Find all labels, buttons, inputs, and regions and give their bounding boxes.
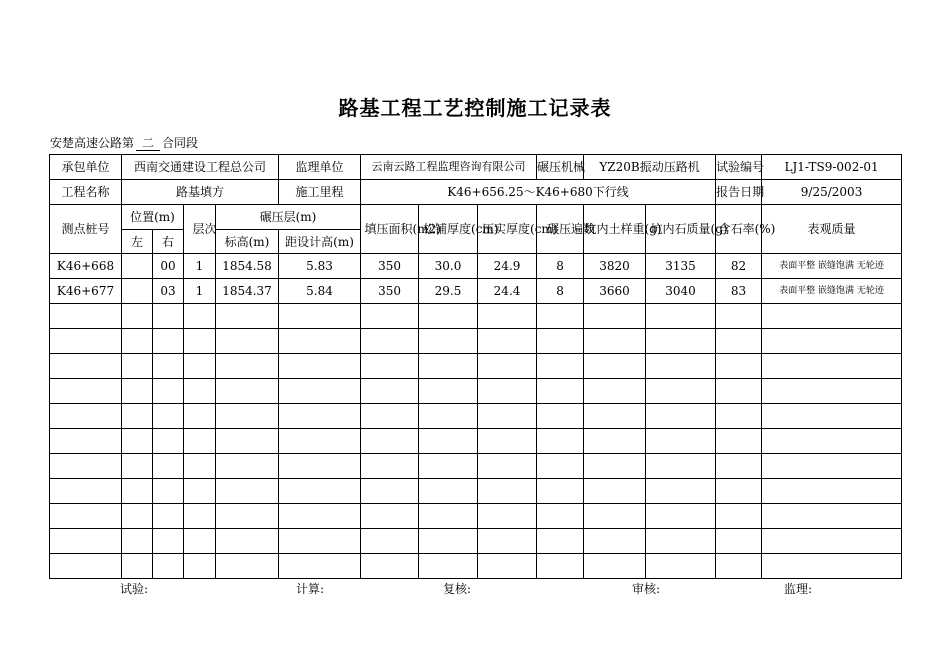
col-fill-area-text: 填压面积(m2): [364, 222, 441, 236]
roller-value: YZ20B振动压路机: [584, 155, 716, 180]
empty-cell: [122, 504, 153, 529]
cell-comp-thick: 24.4: [478, 279, 537, 304]
empty-cell: [419, 379, 478, 404]
empty-cell: [478, 404, 537, 429]
empty-cell: [419, 479, 478, 504]
cell-layer: 1: [184, 254, 216, 279]
empty-cell: [184, 429, 216, 454]
cell-left: [122, 254, 153, 279]
empty-cell: [153, 354, 184, 379]
subtitle-suffix: 合同段: [162, 136, 199, 150]
empty-cell: [50, 329, 122, 354]
empty-cell: [184, 529, 216, 554]
cell-design-dist: 5.84: [279, 279, 361, 304]
cell-fill-area: 350: [361, 254, 419, 279]
empty-cell: [216, 454, 279, 479]
empty-cell: [50, 554, 122, 579]
empty-cell: [184, 504, 216, 529]
empty-cell: [646, 554, 716, 579]
cell-stone-rate: 82: [716, 254, 762, 279]
empty-cell: [537, 404, 584, 429]
empty-cell: [646, 504, 716, 529]
empty-cell: [216, 404, 279, 429]
cell-right: 00: [153, 254, 184, 279]
empty-cell: [537, 554, 584, 579]
empty-cell: [50, 454, 122, 479]
col-fill-area: [361, 205, 441, 254]
empty-cell: [419, 429, 478, 454]
empty-cell: [537, 304, 584, 329]
empty-cell: [216, 329, 279, 354]
empty-cell: [478, 504, 537, 529]
footer-supervise: 监理:: [784, 582, 813, 596]
empty-cell: [279, 454, 361, 479]
empty-cell: [279, 379, 361, 404]
empty-cell: [216, 379, 279, 404]
empty-row: [50, 554, 902, 579]
cell-stone-weight: 3135: [646, 254, 716, 279]
empty-cell: [584, 429, 646, 454]
cell-comp-thick: 24.9: [478, 254, 537, 279]
empty-cell: [646, 404, 716, 429]
empty-cell: [716, 304, 762, 329]
section-number: 二: [136, 136, 160, 151]
empty-cell: [184, 379, 216, 404]
cell-loose-thick: 30.0: [419, 254, 478, 279]
col-comp-thick: [478, 205, 558, 254]
cell-loose-thick: 29.5: [419, 279, 478, 304]
empty-cell: [279, 329, 361, 354]
empty-cell: [153, 429, 184, 454]
project-name-label: 工程名称: [50, 180, 122, 205]
empty-cell: [716, 554, 762, 579]
col-stone-rate: [716, 205, 776, 254]
cell-design-dist: 5.83: [279, 254, 361, 279]
cell-station: K46+677: [50, 279, 122, 304]
empty-cell: [50, 404, 122, 429]
empty-cell: [184, 454, 216, 479]
empty-row: [50, 379, 902, 404]
col-design-dist: 距设计高(m): [279, 230, 361, 254]
empty-cell: [537, 504, 584, 529]
table-row: [50, 279, 902, 304]
footer-test: 试验:: [120, 582, 149, 596]
empty-cell: [646, 304, 716, 329]
empty-cell: [153, 504, 184, 529]
empty-cell: [478, 554, 537, 579]
empty-cell: [419, 529, 478, 554]
empty-cell: [762, 404, 902, 429]
mileage-label: 施工里程: [279, 180, 361, 205]
empty-cell: [537, 354, 584, 379]
roller-label: 碾压机械: [537, 155, 584, 180]
empty-cell: [153, 379, 184, 404]
empty-cell: [762, 454, 902, 479]
empty-cell: [361, 404, 419, 429]
empty-cell: [184, 479, 216, 504]
col-position: 位置(m): [122, 205, 184, 230]
empty-cell: [361, 304, 419, 329]
contract-section-line: [50, 134, 198, 151]
empty-cell: [478, 479, 537, 504]
empty-cell: [584, 454, 646, 479]
empty-cell: [762, 304, 902, 329]
table-row: [50, 254, 902, 279]
cell-surface: 表面平整 嵌缝饱满 无轮迹: [762, 279, 902, 304]
empty-cell: [122, 479, 153, 504]
empty-cell: [122, 304, 153, 329]
col-elevation: 标高(m): [216, 230, 279, 254]
empty-cell: [762, 504, 902, 529]
empty-cell: [478, 454, 537, 479]
subtitle-prefix: 安楚高速公路第: [50, 136, 135, 150]
empty-row: [50, 354, 902, 379]
empty-cell: [584, 404, 646, 429]
col-right: 右: [153, 230, 184, 254]
empty-cell: [216, 304, 279, 329]
empty-cell: [50, 529, 122, 554]
empty-cell: [361, 504, 419, 529]
empty-cell: [216, 479, 279, 504]
test-number-value: LJ1-TS9-002-01: [762, 155, 902, 180]
empty-cell: [646, 329, 716, 354]
empty-cell: [153, 454, 184, 479]
empty-cell: [646, 379, 716, 404]
cell-passes: 8: [537, 279, 584, 304]
empty-cell: [584, 479, 646, 504]
col-roll-layer: 碾压层(m): [216, 205, 361, 230]
cell-elevation: 1854.58: [216, 254, 279, 279]
col-loose-thick-text: 松铺厚度(cm): [423, 222, 499, 236]
empty-cell: [419, 354, 478, 379]
empty-cell: [646, 479, 716, 504]
empty-row: [50, 304, 902, 329]
empty-cell: [153, 529, 184, 554]
cell-stone-weight: 3040: [646, 279, 716, 304]
empty-cell: [361, 454, 419, 479]
col-station: 测点桩号: [50, 205, 122, 254]
empty-cell: [762, 379, 902, 404]
empty-cell: [762, 329, 902, 354]
column-header-row-1: [50, 205, 902, 230]
empty-cell: [716, 404, 762, 429]
empty-cell: [361, 379, 419, 404]
col-stone-rate-text: 含石率(%): [718, 222, 776, 236]
empty-cell: [537, 454, 584, 479]
empty-cell: [419, 304, 478, 329]
empty-cell: [478, 429, 537, 454]
header-row-2: [50, 180, 902, 205]
empty-cell: [537, 529, 584, 554]
empty-row: [50, 479, 902, 504]
empty-cell: [153, 404, 184, 429]
col-layer-text: 层次: [192, 221, 217, 236]
empty-cell: [184, 329, 216, 354]
empty-cell: [646, 454, 716, 479]
empty-cell: [279, 304, 361, 329]
cell-passes: 8: [537, 254, 584, 279]
empty-cell: [279, 354, 361, 379]
empty-cell: [122, 354, 153, 379]
col-left: 左: [122, 230, 153, 254]
contractor-label: 承包单位: [50, 155, 122, 180]
empty-cell: [361, 529, 419, 554]
empty-cell: [478, 304, 537, 329]
empty-cell: [584, 329, 646, 354]
empty-cell: [762, 354, 902, 379]
empty-cell: [361, 479, 419, 504]
empty-cell: [478, 329, 537, 354]
page-title: 路基工程工艺控制施工记录表: [338, 96, 612, 120]
empty-cell: [584, 354, 646, 379]
empty-cell: [153, 554, 184, 579]
empty-cell: [762, 529, 902, 554]
empty-cell: [537, 379, 584, 404]
empty-row: [50, 329, 902, 354]
empty-cell: [279, 529, 361, 554]
empty-cell: [419, 404, 478, 429]
empty-cell: [361, 554, 419, 579]
empty-cell: [584, 504, 646, 529]
empty-cell: [361, 329, 419, 354]
cell-right: 03: [153, 279, 184, 304]
cell-left: [122, 279, 153, 304]
contractor-value: 西南交通建设工程总公司: [122, 155, 279, 180]
col-passes-text: 碾压遍数: [547, 222, 596, 236]
mileage-value: K46+656.25～K46+680下行线: [361, 180, 716, 205]
empty-cell: [279, 554, 361, 579]
col-soil-weight-text: 坑内土样重(g): [584, 222, 662, 236]
empty-cell: [584, 379, 646, 404]
empty-cell: [584, 529, 646, 554]
test-number-label: 试验编号: [716, 155, 762, 180]
empty-cell: [184, 404, 216, 429]
empty-cell: [122, 379, 153, 404]
cell-fill-area: 350: [361, 279, 419, 304]
empty-cell: [279, 504, 361, 529]
empty-row: [50, 454, 902, 479]
empty-cell: [184, 354, 216, 379]
col-comp-thick-text: 压实厚度(cm): [482, 222, 558, 236]
empty-cell: [279, 404, 361, 429]
empty-cell: [361, 354, 419, 379]
cell-elevation: 1854.37: [216, 279, 279, 304]
empty-cell: [122, 554, 153, 579]
cell-surface: 表面平整 嵌缝饱满 无轮迹: [762, 254, 902, 279]
empty-cell: [646, 529, 716, 554]
empty-cell: [50, 479, 122, 504]
col-loose-thick: [419, 205, 499, 254]
header-row-1: [50, 155, 902, 180]
report-date-value: 9/25/2003: [762, 180, 902, 205]
empty-cell: [216, 554, 279, 579]
supervisor-value: 云南云路工程监理咨询有限公司: [361, 155, 537, 180]
empty-cell: [216, 354, 279, 379]
empty-cell: [716, 529, 762, 554]
empty-cell: [537, 329, 584, 354]
empty-row: [50, 429, 902, 454]
empty-cell: [716, 429, 762, 454]
record-table: [49, 154, 902, 579]
empty-cell: [50, 354, 122, 379]
empty-cell: [762, 479, 902, 504]
empty-cell: [537, 429, 584, 454]
empty-cell: [184, 304, 216, 329]
empty-cell: [122, 529, 153, 554]
empty-cell: [153, 329, 184, 354]
empty-cell: [716, 504, 762, 529]
empty-cell: [716, 329, 762, 354]
empty-cell: [716, 479, 762, 504]
empty-cell: [122, 429, 153, 454]
empty-cell: [361, 429, 419, 454]
empty-cell: [716, 354, 762, 379]
empty-cell: [216, 504, 279, 529]
empty-cell: [50, 429, 122, 454]
cell-soil-weight: 3660: [584, 279, 646, 304]
supervisor-label: 监理单位: [279, 155, 361, 180]
footer-audit: 审核:: [632, 582, 661, 596]
empty-cell: [279, 429, 361, 454]
cell-stone-rate: 83: [716, 279, 762, 304]
empty-cell: [50, 379, 122, 404]
empty-cell: [216, 429, 279, 454]
empty-cell: [216, 529, 279, 554]
signature-footer: [0, 580, 950, 596]
col-layer: [184, 205, 216, 254]
footer-calc: 计算:: [296, 582, 325, 596]
empty-cell: [584, 304, 646, 329]
empty-cell: [419, 554, 478, 579]
cell-layer: 1: [184, 279, 216, 304]
cell-soil-weight: 3820: [584, 254, 646, 279]
empty-cell: [584, 554, 646, 579]
empty-cell: [419, 454, 478, 479]
empty-cell: [478, 354, 537, 379]
empty-cell: [279, 479, 361, 504]
empty-cell: [184, 554, 216, 579]
empty-row: [50, 404, 902, 429]
project-name-value: 路基填方: [122, 180, 279, 205]
report-date-label: 报告日期: [716, 180, 762, 205]
cell-station: K46+668: [50, 254, 122, 279]
empty-cell: [419, 504, 478, 529]
empty-cell: [716, 454, 762, 479]
footer-review: 复核:: [443, 582, 472, 596]
empty-cell: [122, 404, 153, 429]
empty-cell: [646, 429, 716, 454]
empty-cell: [153, 304, 184, 329]
col-stone-weight: [646, 205, 728, 254]
col-soil-weight: [584, 205, 662, 254]
empty-cell: [153, 479, 184, 504]
col-stone-weight-text: 坑内石质量(g): [650, 222, 728, 236]
empty-cell: [646, 354, 716, 379]
empty-cell: [122, 329, 153, 354]
empty-cell: [50, 304, 122, 329]
empty-cell: [537, 479, 584, 504]
empty-cell: [50, 504, 122, 529]
empty-row: [50, 504, 902, 529]
col-surface: 表观质量: [762, 205, 902, 254]
empty-cell: [716, 379, 762, 404]
empty-row: [50, 529, 902, 554]
empty-cell: [762, 429, 902, 454]
empty-cell: [419, 329, 478, 354]
empty-cell: [122, 454, 153, 479]
empty-cell: [478, 529, 537, 554]
empty-cell: [478, 379, 537, 404]
empty-cell: [762, 554, 902, 579]
